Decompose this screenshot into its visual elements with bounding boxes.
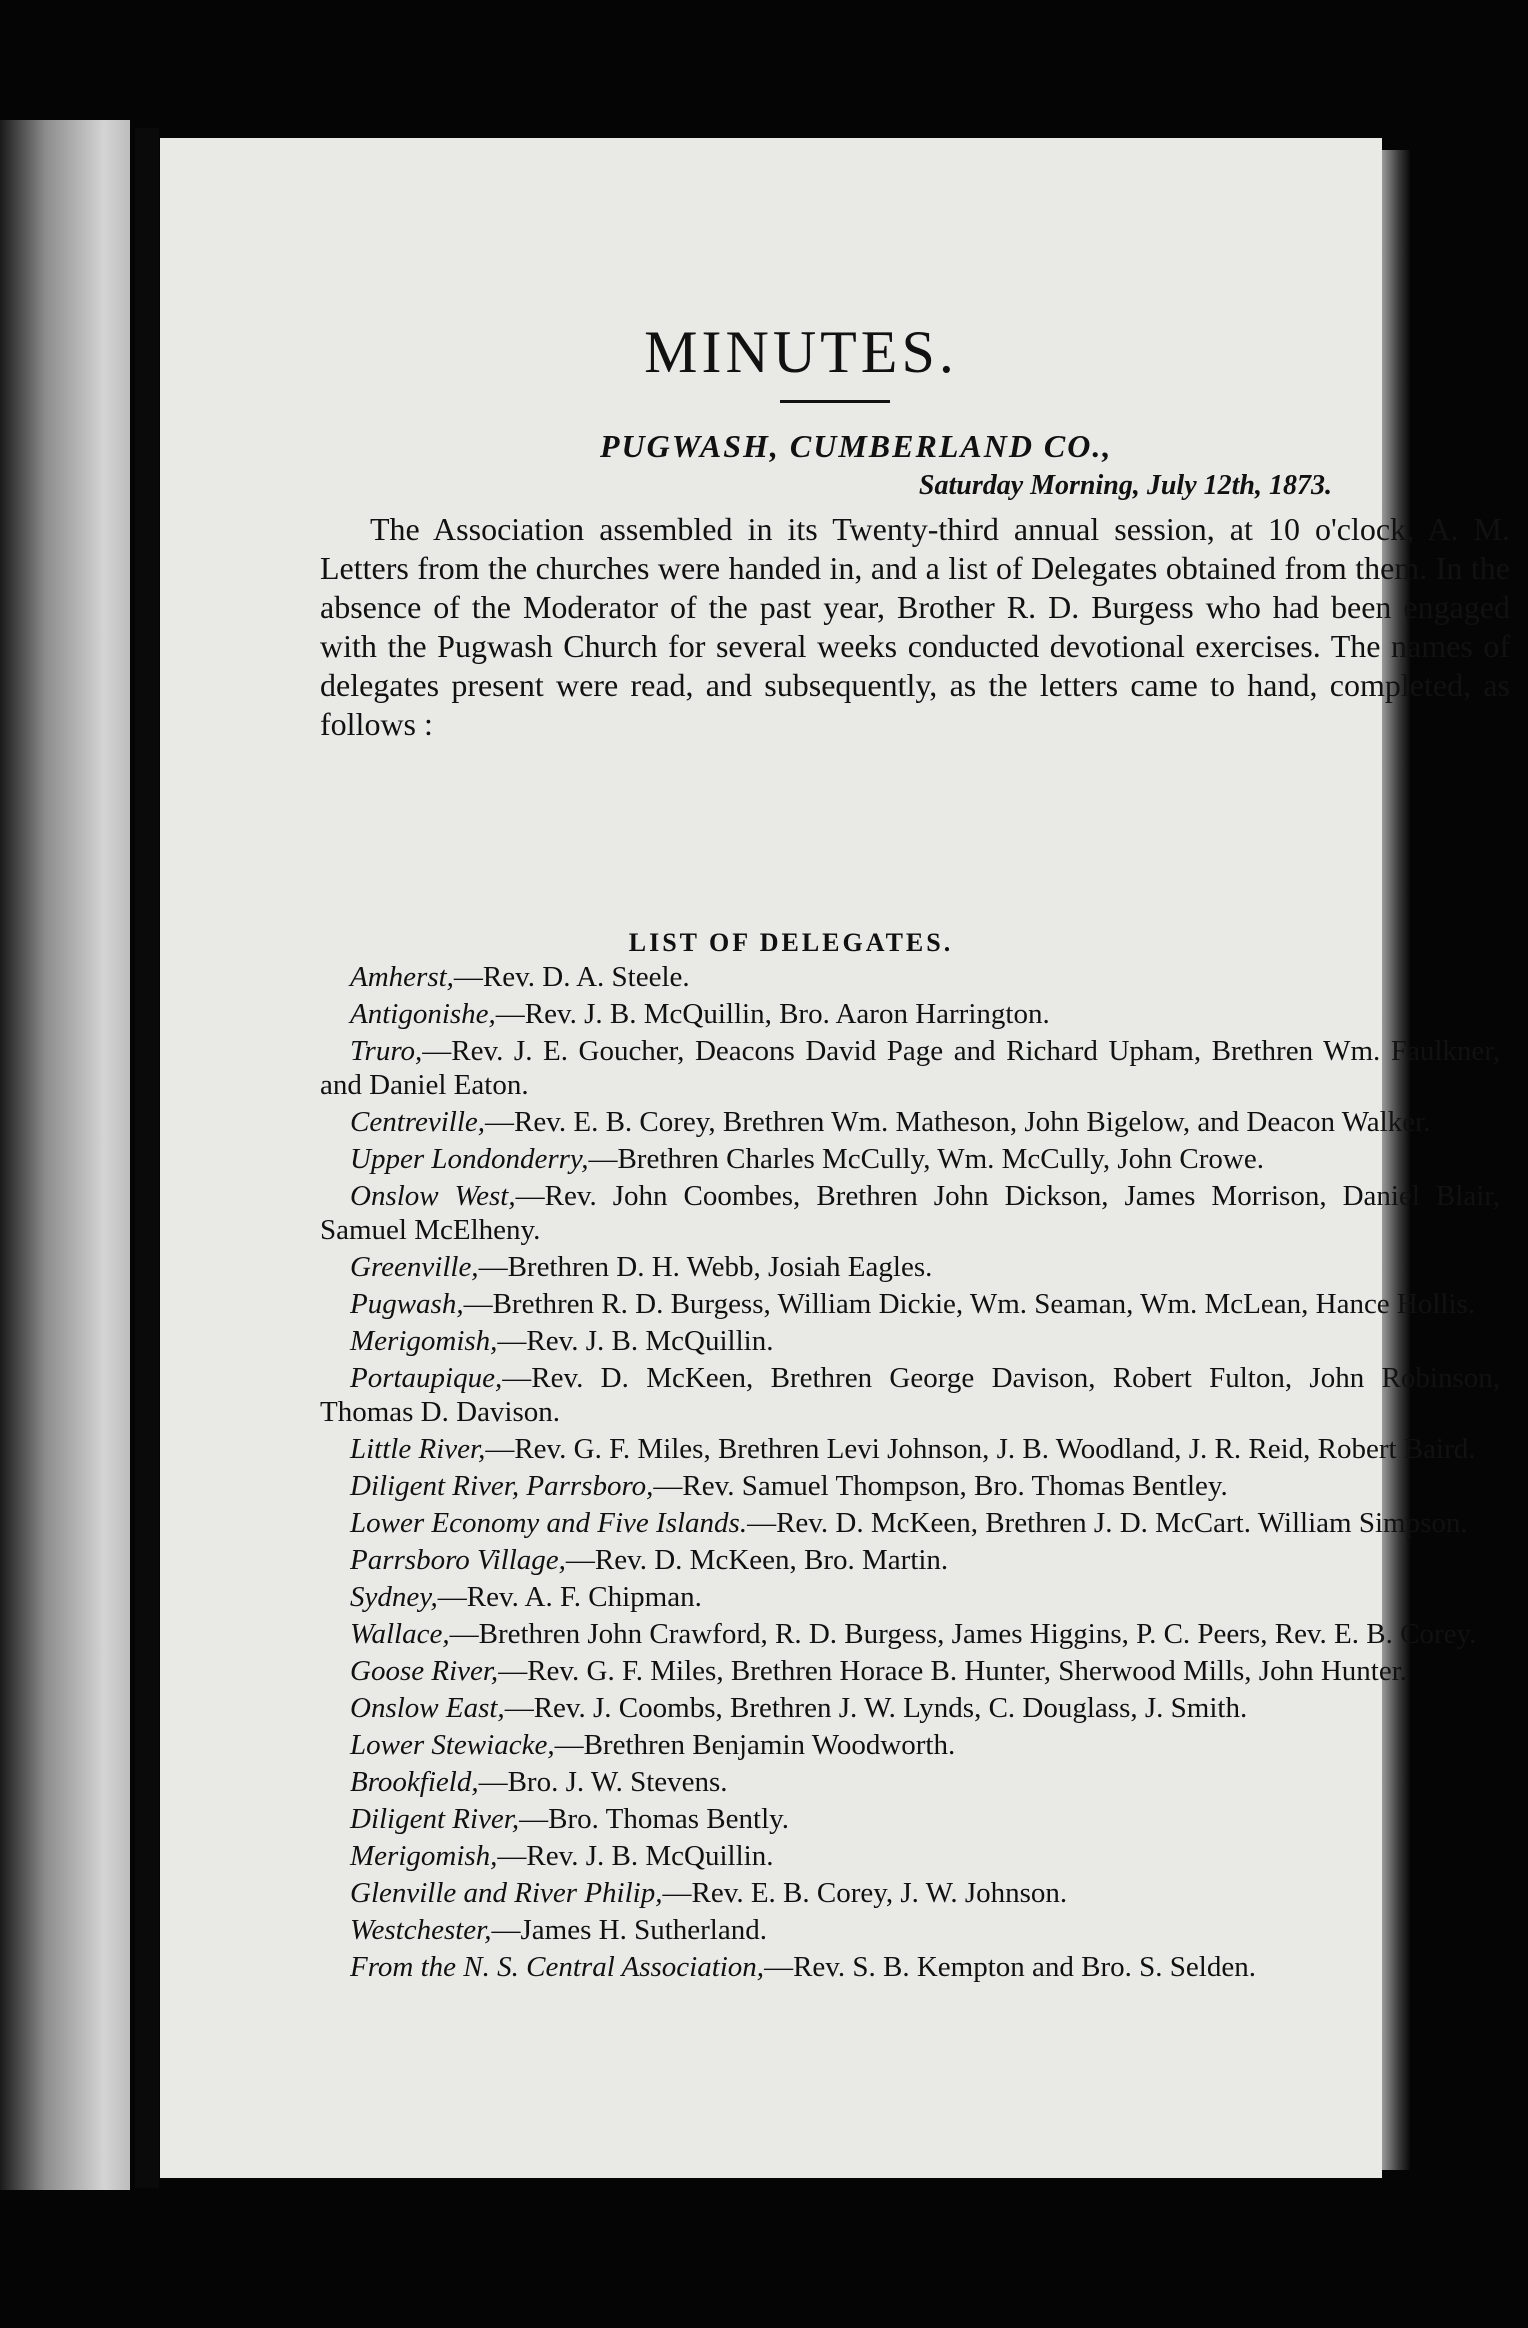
- delegate-names: —Rev. J. E. Goucher, Deacons David Page and Richard Upham, Brethren Wm. Faulkner, and Daniel Eaton.: [320, 1035, 1500, 1101]
- church-name: Lower Economy and Five Islands.: [350, 1507, 748, 1539]
- delegate-names: —Rev. E. B. Corey, J. W. Johnson.: [662, 1877, 1068, 1909]
- book-gutter: [135, 128, 159, 2188]
- delegate-names: —Rev. D. McKeen, Brethren George Davison, Robert Fulton, John Robinson, Thomas D. Davison.: [320, 1362, 1500, 1428]
- church-name: Merigomish,: [350, 1840, 498, 1872]
- delegate-names: —Rev. D. A. Steele.: [453, 961, 690, 993]
- church-name: Merigomish,: [350, 1325, 498, 1357]
- delegate-entry: [320, 1802, 1500, 1836]
- delegate-entry: [320, 1617, 1500, 1651]
- delegate-entry: [320, 1913, 1500, 1947]
- facing-page-edge: [0, 120, 130, 2190]
- delegate-entry: [320, 1654, 1500, 1688]
- delegate-names: —James H. Sutherland.: [491, 1914, 767, 1946]
- delegate-names: —Rev. A. F. Chipman.: [437, 1581, 702, 1613]
- list-heading: LIST OF DELEGATES.: [628, 928, 954, 957]
- delegate-entry: [320, 960, 1500, 994]
- page-title: MINUTES.: [644, 319, 958, 385]
- church-name: Brookfield,: [350, 1766, 479, 1798]
- delegate-names: —Bro. J. W. Stevens.: [478, 1766, 728, 1798]
- delegate-entry: [320, 1034, 1500, 1102]
- date-heading: Saturday Morning, July 12th, 1873.: [918, 470, 1332, 501]
- delegate-names: —Brethren John Crawford, R. D. Burgess, James Higgins, P. C. Peers, Rev. E. B. Corey.: [449, 1618, 1477, 1650]
- delegate-names: —Rev. J. Coombs, Brethren J. W. Lynds, C. Douglass, J. Smith.: [504, 1692, 1248, 1724]
- church-name: Diligent River,: [350, 1803, 520, 1835]
- delegate-entry: [320, 1765, 1500, 1799]
- delegate-entry: [320, 1876, 1500, 1910]
- church-name: Portaupique,: [350, 1362, 503, 1394]
- church-name: Sydney,: [350, 1581, 438, 1613]
- church-name: Centreville,: [350, 1106, 486, 1138]
- delegate-names: —Brethren Benjamin Woodworth.: [554, 1729, 956, 1761]
- delegate-names: —Rev. J. B. McQuillin, Bro. Aaron Harrington.: [495, 998, 1050, 1030]
- church-name: From the N. S. Central Association,: [350, 1951, 765, 1983]
- delegate-names: —Brethren D. H. Webb, Josiah Eagles.: [478, 1251, 933, 1283]
- intro-text: The Association assembled in its Twenty-third annual session, at 10 o'clock, A. M. Letters from the churches were handed in, and a list of Delegates obtained from them. In the absence of the Moderator of the past year, Brother R. D. Burgess who had been engaged with the Pugwash Church for several weeks conducted devotional exercises. The names of delegates present were read, and subsequently, as the letters came to hand, completed, as follows :: [320, 511, 1510, 742]
- church-name: Glenville and River Philip,: [350, 1877, 663, 1909]
- delegate-entry: [320, 997, 1500, 1031]
- delegate-names: —Rev. S. B. Kempton and Bro. S. Selden.: [764, 1951, 1256, 1983]
- delegate-entry: [320, 1506, 1500, 1540]
- delegate-entry: [320, 1105, 1500, 1139]
- church-name: Wallace,: [350, 1618, 450, 1650]
- church-name: Onslow East,: [350, 1692, 505, 1724]
- delegate-entry: [320, 1728, 1500, 1762]
- delegate-names: —Rev. J. B. McQuillin.: [497, 1325, 774, 1357]
- delegate-entry: [320, 1142, 1500, 1176]
- church-name: Truro,: [350, 1035, 423, 1067]
- delegate-entry: [320, 1580, 1500, 1614]
- delegate-names: —Rev. D. McKeen, Bro. Martin.: [565, 1544, 949, 1576]
- church-name: Diligent River, Parrsboro,: [350, 1470, 654, 1502]
- church-name: Little River,: [350, 1433, 486, 1465]
- delegate-entry: [320, 1950, 1500, 1984]
- church-name: Greenville,: [350, 1251, 479, 1283]
- delegate-entry: [320, 1361, 1500, 1429]
- delegate-names: —Rev. G. F. Miles, Brethren Horace B. Hunter, Sherwood Mills, John Hunter.: [498, 1655, 1408, 1687]
- delegate-names: —Rev. G. F. Miles, Brethren Levi Johnson, J. B. Woodland, J. R. Reid, Robert Baird.: [485, 1433, 1476, 1465]
- church-name: Lower Stewiacke,: [350, 1729, 555, 1761]
- delegate-entry: [320, 1324, 1500, 1358]
- delegate-entry: [320, 1250, 1500, 1284]
- delegate-names: —Brethren Charles McCully, Wm. McCully, John Crowe.: [588, 1143, 1264, 1175]
- delegate-names: —Rev. J. B. McQuillin.: [497, 1840, 774, 1872]
- delegate-names: —Bro. Thomas Bently.: [519, 1803, 789, 1835]
- delegate-list: [320, 960, 1500, 1987]
- delegate-entry: [320, 1287, 1500, 1321]
- delegate-entry: [320, 1179, 1500, 1247]
- delegate-entry: [320, 1469, 1500, 1503]
- church-name: Parrsboro Village,: [350, 1544, 566, 1576]
- document-page: [160, 138, 1510, 2178]
- delegate-entry: [320, 1432, 1500, 1466]
- title-rule: [780, 400, 890, 403]
- church-name: Pugwash,: [350, 1288, 464, 1320]
- delegate-entry: [320, 1543, 1500, 1577]
- church-name: Upper Londonderry,: [350, 1143, 589, 1175]
- church-name: Amherst,: [350, 961, 454, 993]
- delegate-names: —Rev. Samuel Thompson, Bro. Thomas Bentley.: [653, 1470, 1228, 1502]
- delegate-names: —Brethren R. D. Burgess, William Dickie, Wm. Seaman, Wm. McLean, Hance Hollis.: [463, 1288, 1476, 1320]
- church-name: Westchester,: [350, 1914, 492, 1946]
- delegate-names: —Rev. D. McKeen, Brethren J. D. McCart. William Simpson.: [747, 1507, 1468, 1539]
- delegate-entry: [320, 1691, 1500, 1725]
- delegate-names: —Rev. John Coombes, Brethren John Dickson, James Morrison, Daniel Blair, Samuel McElheny.: [320, 1180, 1500, 1246]
- church-name: Onslow West,: [350, 1180, 516, 1212]
- intro-paragraph: [320, 510, 1510, 744]
- delegate-entry: [320, 1839, 1500, 1873]
- church-name: Goose River,: [350, 1655, 499, 1687]
- church-name: Antigonishe,: [350, 998, 496, 1030]
- place-heading: PUGWASH, CUMBERLAND CO.,: [600, 428, 1113, 464]
- delegate-names: —Rev. E. B. Corey, Brethren Wm. Matheson, John Bigelow, and Deacon Walker.: [485, 1106, 1431, 1138]
